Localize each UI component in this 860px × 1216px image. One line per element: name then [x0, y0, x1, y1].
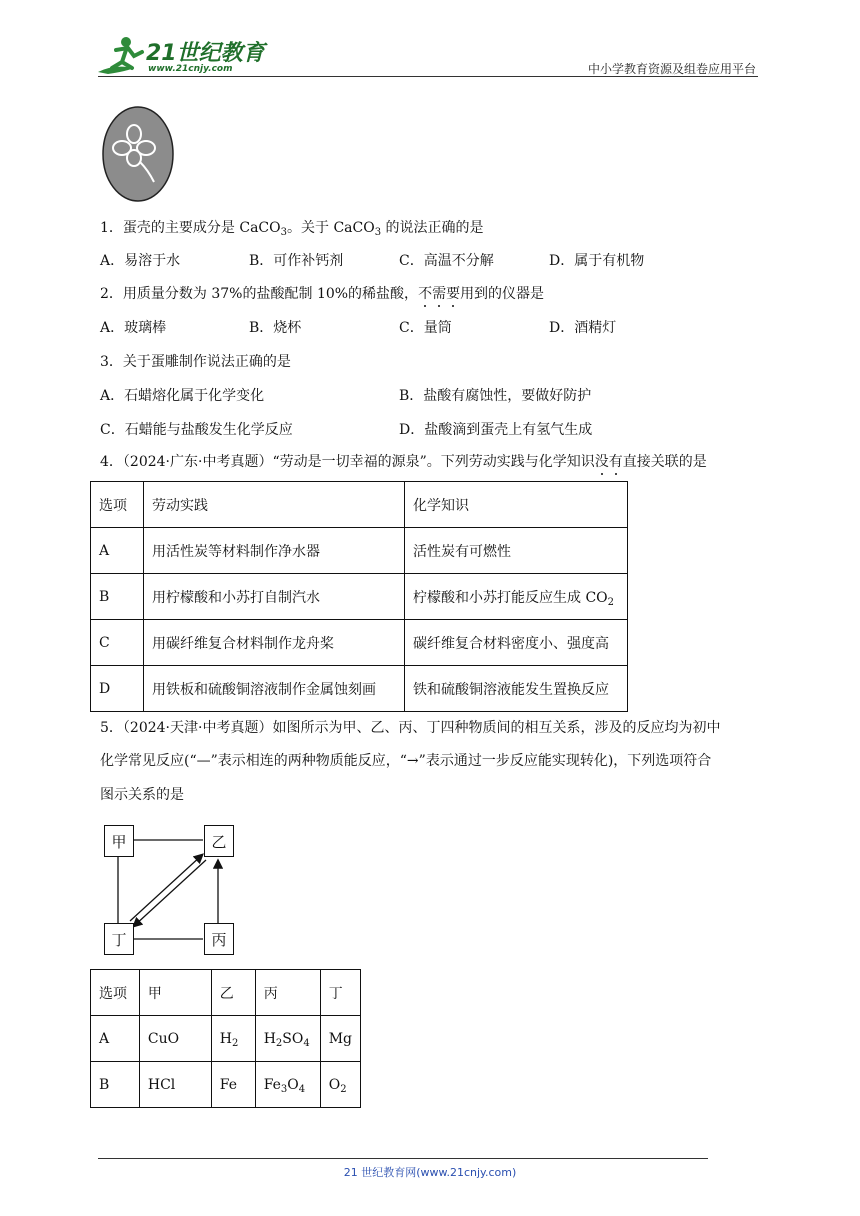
question-2: 2．用质量分数为 37%的盐酸配制 10%的稀盐酸，不需要用到的仪器是 — [100, 286, 545, 302]
table-row — [91, 620, 628, 666]
emphasis-text: 没有 — [594, 454, 623, 470]
table-cell: Fe — [211, 1062, 255, 1108]
table-cell: B — [91, 1062, 140, 1108]
q1-option-c: C．高温不分解 — [399, 253, 494, 269]
table-row — [91, 666, 628, 712]
table-cell: A — [91, 528, 144, 574]
question-3: 3．关于蛋雕制作说法正确的是 — [100, 354, 291, 370]
footer-link[interactable]: 21 世纪教育网(www.21cnjy.com) — [343, 1166, 517, 1179]
q2-option-d: D．酒精灯 — [549, 320, 617, 336]
question-4: 4．（2024·广东·中考真题）“劳动是一切幸福的源泉”。下列劳动实践与化学知识没有直接关联的是 — [100, 454, 707, 470]
node-jia: 甲 — [104, 825, 134, 857]
header-divider — [98, 76, 758, 77]
q1-option-b: B．可作补钙剂 — [249, 253, 344, 269]
table-cell: 丁 — [320, 970, 360, 1016]
arrow-ding-to-yi — [130, 855, 202, 921]
question-5-line-2: 化学常见反应(“—”表示相连的两种物质能反应，“→”表示通过一步反应能实现转化)，下列选项符合 — [100, 753, 712, 769]
table-cell: 乙 — [211, 970, 255, 1016]
table-cell: 劳动实践 — [144, 482, 405, 528]
table-cell: CuO — [139, 1016, 211, 1062]
emphasis-text: 不需要 — [418, 286, 461, 302]
q1-option-d: D．属于有机物 — [549, 253, 645, 269]
table-cell: 柠檬酸和小苏打能反应生成 $CO_2$ — [405, 574, 628, 620]
table-cell: 丙 — [255, 970, 320, 1016]
options-table — [90, 969, 361, 1108]
table-cell: 选项 — [91, 970, 140, 1016]
logo-text: 21世纪教育 — [146, 41, 265, 66]
q3-option-a: A．石蜡熔化属于化学变化 — [100, 388, 265, 404]
question-5-line-1: 5．（2024·天津·中考真题）如图所示为甲、乙、丙、丁四种物质间的相互关系，涉及的反应均为初中 — [100, 720, 721, 736]
table-row — [91, 1016, 361, 1062]
table-row — [91, 574, 628, 620]
table-cell: 铁和硫酸铜溶液能发生置换反应 — [405, 666, 628, 712]
table-cell: B — [91, 574, 144, 620]
q2-option-b: B．烧杯 — [249, 320, 302, 336]
table-cell: 甲 — [139, 970, 211, 1016]
q1-option-a: A．易溶于水 — [100, 253, 181, 269]
table-cell: $H_2$ — [211, 1016, 255, 1062]
q3-option-c: C．石蜡能与盐酸发生化学反应 — [100, 422, 293, 438]
table-cell: 用碳纤维复合材料制作龙舟桨 — [144, 620, 405, 666]
footer-divider — [98, 1158, 708, 1159]
question-5-line-3: 图示关系的是 — [100, 787, 184, 803]
table-cell: $O_2$ — [320, 1062, 360, 1108]
logo-url: www.21cnjy.com — [148, 64, 233, 74]
q3-option-b: B．盐酸有腐蚀性，要做好防护 — [399, 388, 592, 404]
table-cell: A — [91, 1016, 140, 1062]
q3-option-d: D．盐酸滴到蛋壳上有氢气生成 — [399, 422, 593, 438]
q2-option-c: C．量筒 — [399, 320, 452, 336]
table-cell: HCl — [139, 1062, 211, 1108]
table-cell: D — [91, 666, 144, 712]
table-cell: 碳纤维复合材料密度小、强度高 — [405, 620, 628, 666]
platform-title: 中小学教育资源及组卷应用平台 — [587, 62, 756, 76]
table-cell: $Fe_3O_4$ — [255, 1062, 320, 1108]
flower-badge-icon — [102, 106, 174, 202]
question-1: 1．蛋壳的主要成分是 CaCO$_3$。关于 CaCO$_3$ 的说法正确的是 — [100, 220, 484, 238]
table-header-row — [91, 482, 628, 528]
node-bing: 丙 — [204, 923, 234, 955]
arrow-yi-to-ding — [134, 860, 206, 926]
q2-option-a: A．玻璃棒 — [100, 320, 167, 336]
labor-practice-table — [90, 481, 628, 712]
table-row — [91, 528, 628, 574]
table-cell: 用铁板和硫酸铜溶液制作金属蚀刻画 — [144, 666, 405, 712]
table-cell: 选项 — [91, 482, 144, 528]
table-header-row — [91, 970, 361, 1016]
table-cell: 化学知识 — [405, 482, 628, 528]
table-cell: $H_2SO_4$ — [255, 1016, 320, 1062]
table-cell: 用柠檬酸和小苏打自制汽水 — [144, 574, 405, 620]
table-cell: C — [91, 620, 144, 666]
node-yi: 乙 — [204, 825, 234, 857]
table-row — [91, 1062, 361, 1108]
table-cell: 活性炭有可燃性 — [405, 528, 628, 574]
node-ding: 丁 — [104, 923, 134, 955]
table-cell: Mg — [320, 1016, 360, 1062]
table-cell: 用活性炭等材料制作净水器 — [144, 528, 405, 574]
